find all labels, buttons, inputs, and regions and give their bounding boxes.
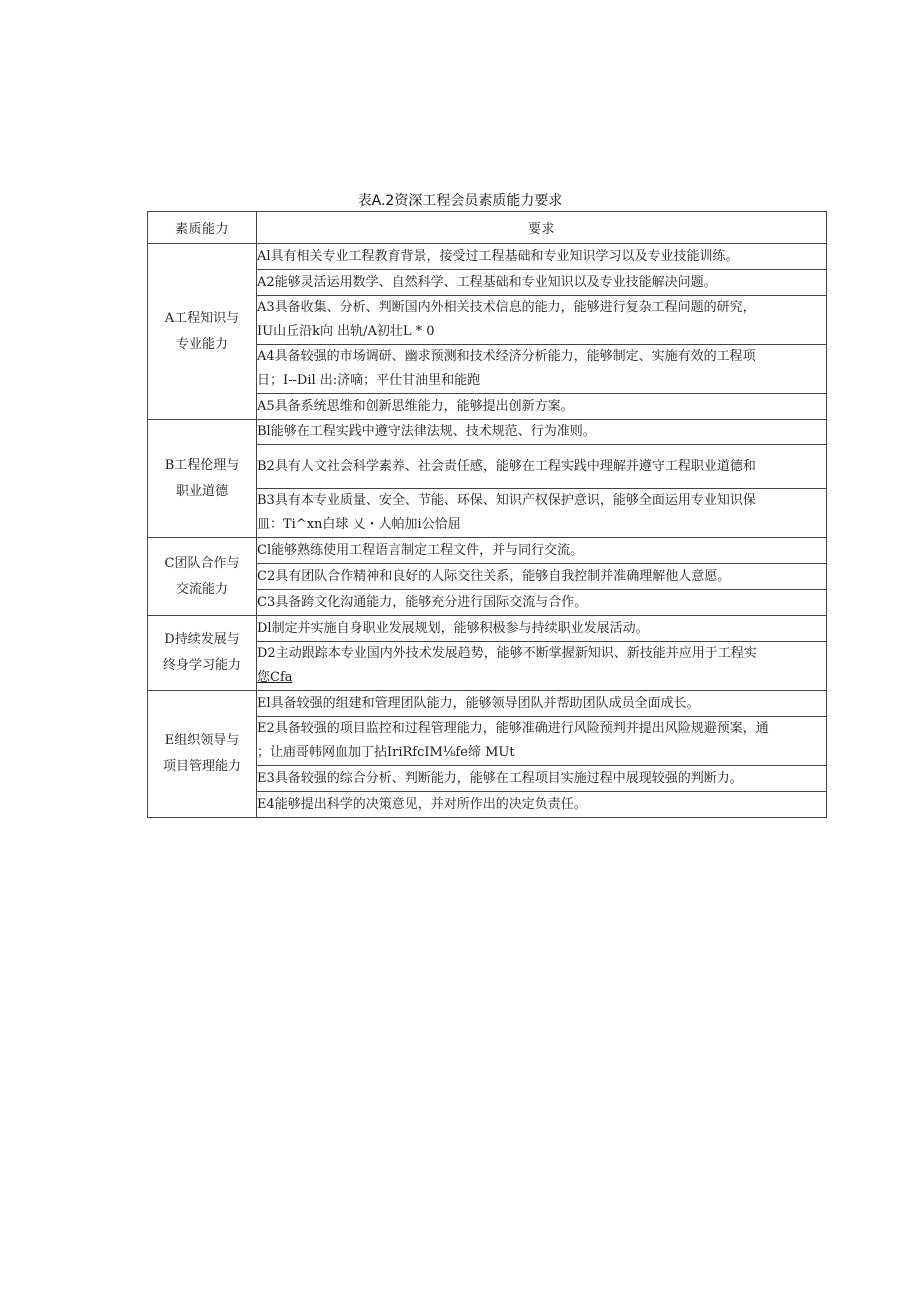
category-cell-a (148, 244, 257, 420)
category-label: 交流能力 (175, 581, 228, 597)
requirement-cell (257, 538, 827, 564)
requirement-cell (257, 590, 827, 616)
requirement-cell (257, 244, 827, 270)
table-row (148, 616, 827, 642)
requirement-text: 您Cfa (257, 670, 293, 685)
table-caption: 表A.2资深工程会员素质能力要求 (357, 193, 563, 209)
category-label: 项目管理能力 (162, 759, 241, 774)
requirement-text: E4能够提出科学的决策意见，并对所作出的决定负责任。 (257, 796, 587, 812)
requirement-text: Dl制定并实施自身职业发展规划，能够积极参与持续职业发展活动。 (257, 620, 649, 636)
requirement-text: Cl能够熟练使用工程语言制定工程文件，并与同行交流。 (257, 542, 584, 558)
requirement-cell (257, 691, 827, 717)
category-label: A工程知识与 (164, 310, 240, 326)
requirement-text: A5具备系统思维和创新思维能力，能够提出创新方案。 (257, 398, 574, 414)
requirement-text: B2具有人文社会科学素养、社会责任感，能够在工程实践中理解并遵守工程职业道德和 (257, 458, 756, 474)
table-header-row (148, 212, 827, 244)
table-row (148, 538, 827, 564)
requirement-text: B3具有本专业质量、安全、节能、环保、知识产权保护意识，能够全面运用专业知识保 (257, 493, 756, 508)
requirement-text: A2能够灵活运用数学、自然科学、工程基础和专业知识以及专业技能解决问题。 (257, 274, 717, 290)
requirement-cell (257, 616, 827, 642)
competency-requirements-table (147, 211, 827, 818)
requirement-cell (257, 642, 827, 691)
requirement-text: El具备较强的组建和管理团队能力，能够领导团队并帮助团队成员全面成长。 (257, 695, 700, 711)
category-label: C团队合作与 (164, 555, 240, 571)
requirement-text: A3具备收集、分析、判断国内外相关技术信息的能力，能够进行复杂工程问题的研究， (257, 300, 756, 315)
requirement-text: A4具备较强的市场调研、幽求预测和技术经济分析能力，能够制定、实施有效的工程项 (257, 349, 756, 364)
requirement-cell (257, 445, 827, 489)
category-cell-e (148, 691, 257, 818)
category-label: B工程伦理与 (164, 457, 240, 473)
requirement-text: IU山丘沿k向 出轨/A初壮L * 0 (257, 324, 435, 339)
requirement-cell (257, 792, 827, 818)
requirement-cell (257, 717, 827, 766)
header-requirement: 要求 (257, 212, 827, 244)
requirement-cell (257, 766, 827, 792)
category-cell-b (148, 420, 257, 538)
category-cell-d (148, 616, 257, 691)
category-cell-c (148, 538, 257, 616)
requirement-cell (257, 420, 827, 445)
category-label: 职业道德 (175, 483, 228, 499)
requirement-text: E3具备较强的综合分析、判断能力，能够在工程项目实施过程中展现较强的判断力。 (257, 770, 743, 786)
table-row (148, 420, 827, 445)
requirement-cell (257, 345, 827, 394)
requirement-text: E2具备较强的项目监控和过程管理能力，能够准确进行风险预判并提出风险规避预案，通 (257, 721, 769, 736)
requirement-text: C3具备跨文化沟通能力，能够充分进行国际交流与合作。 (257, 594, 588, 610)
requirement-text: C2具有团队合作精神和良好的人际交往关系，能够自我控制并准确理解他人意愿。 (257, 568, 731, 584)
requirement-text: 日；I--Dil 出:济嘀；平仕甘油里和能跑 (257, 373, 481, 388)
category-label: 终身学习能力 (162, 658, 241, 673)
requirement-cell (257, 296, 827, 345)
requirement-text: Al具有相关专业工程教育背景，接受过工程基础和专业知识学习以及专业技能训练。 (257, 248, 739, 264)
table-row (148, 244, 827, 270)
requirement-cell (257, 564, 827, 590)
category-label: 专业能力 (175, 336, 228, 352)
table-row (148, 691, 827, 717)
requirement-cell (257, 394, 827, 420)
requirement-cell (257, 489, 827, 538)
header-competency: 素质能力 (148, 212, 257, 244)
requirement-text: Bl能够在工程实践中遵守法律法规、技术规范、行为准则。 (257, 424, 596, 439)
requirement-cell (257, 270, 827, 296)
requirement-text: 皿：Ti^xn白球 乂・人帕加i公恰屈 (257, 517, 461, 532)
category-label: E组织领导与 (164, 733, 240, 748)
requirement-text: D2主动跟踪本专业国内外技术发展趋势，能够不断掌握新知识、新技能并应用于工程实 (257, 646, 757, 661)
category-label: D持续发展与 (164, 632, 240, 647)
requirement-text: ；让庙哥帏网血加丁拈IriRfcIM⅛fe缔 MUt (257, 745, 515, 760)
